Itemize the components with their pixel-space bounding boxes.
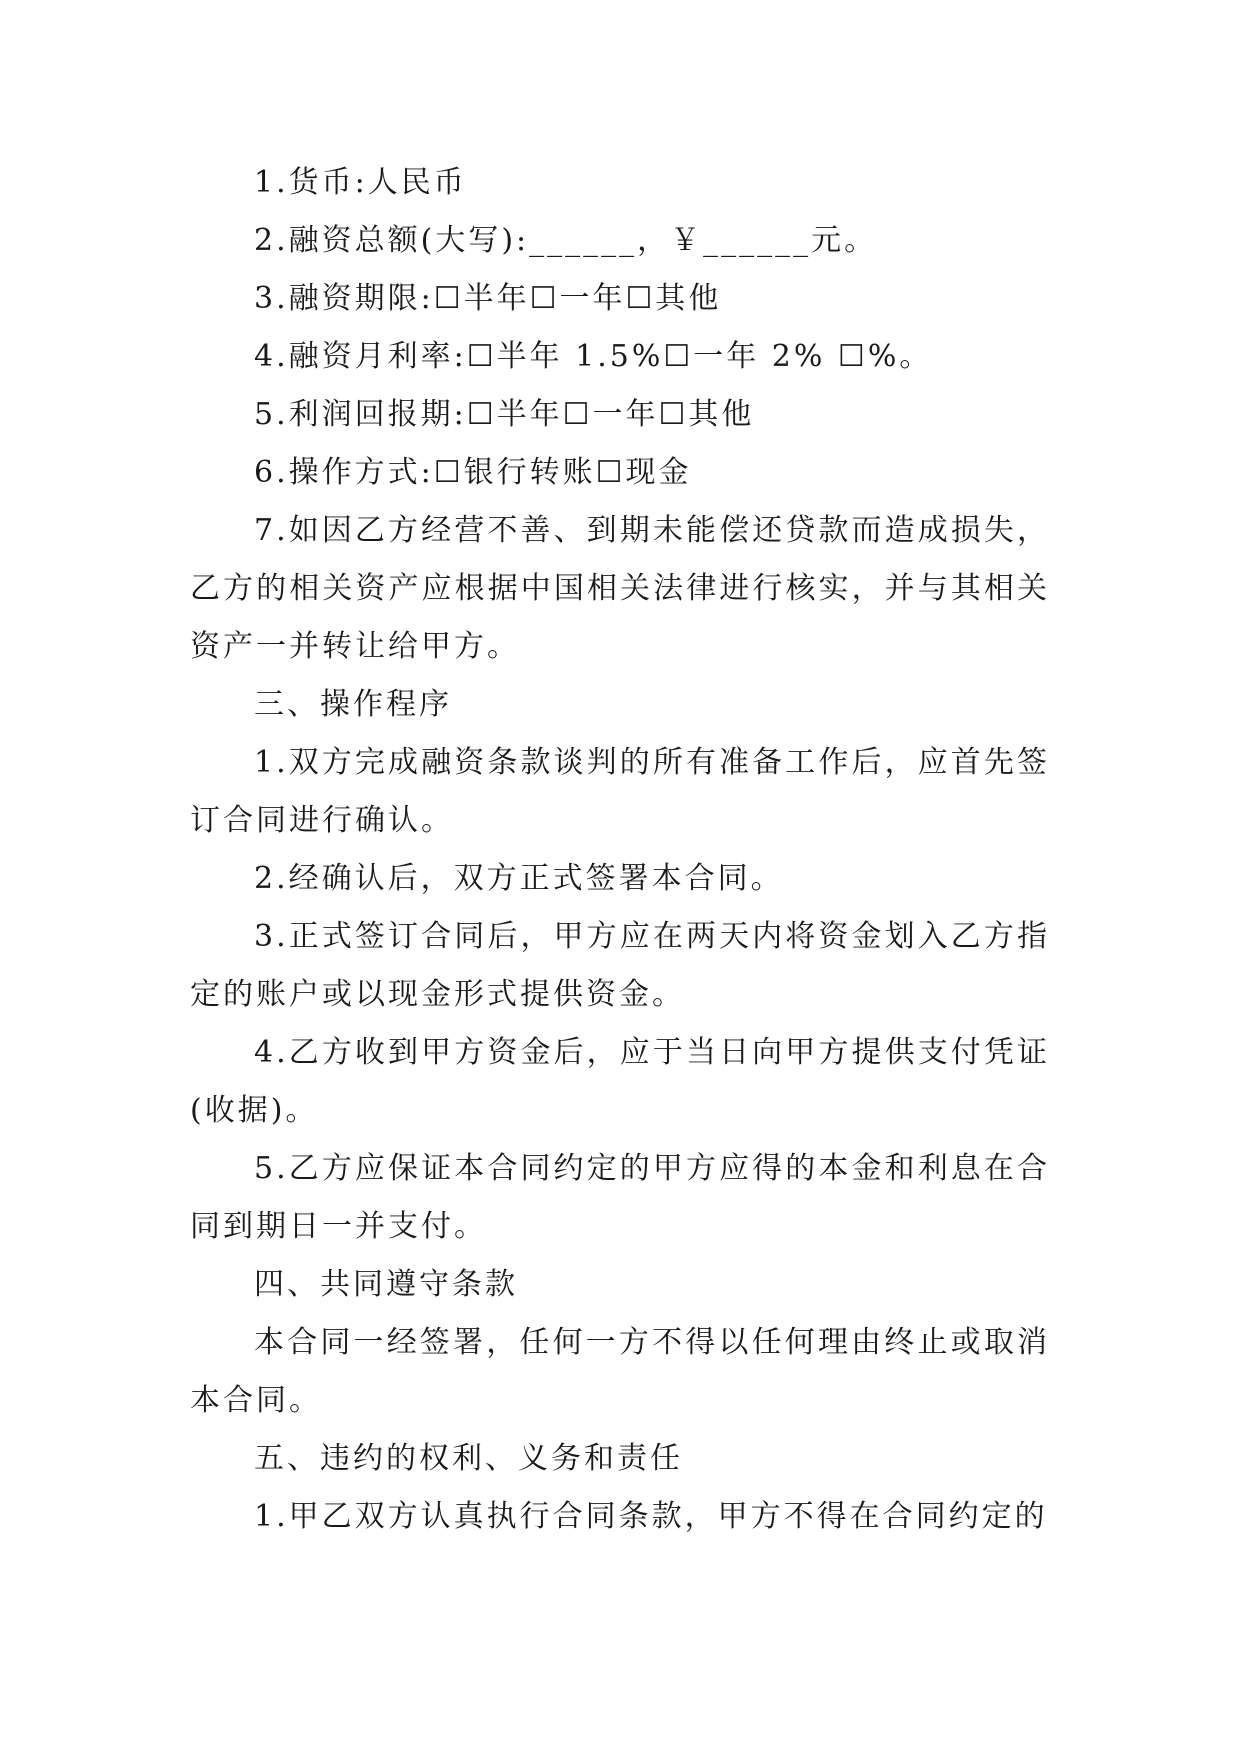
clause-term: 3.融资期限:☐半年☐一年☐其他 xyxy=(254,281,722,316)
clause-return-period: 5.利润回报期:☐半年☐一年☐其他 xyxy=(254,397,755,432)
breach-clause-1: 1.甲乙双方认真执行合同条款，甲方不得在合同约定的 xyxy=(254,1499,1048,1534)
document-body xyxy=(190,154,1050,1546)
procedure-step-2: 2.经确认后，双方正式签署本合同。 xyxy=(254,861,784,896)
procedure-step-3: 3.正式签订合同后，甲方应在两天内将资金划入乙方指定的账户或以现金形式提供资金。 xyxy=(190,919,1050,1012)
procedure-step-4: 4.乙方收到甲方资金后，应于当日向甲方提供支付凭证(收据)。 xyxy=(190,1035,1050,1128)
clause-total-amount: 2.融资总额(大写):______，￥______元。 xyxy=(254,223,878,258)
section-heading-breach: 五、违约的权利、义务和责任 xyxy=(254,1441,683,1476)
clause-default-loss: 7.如因乙方经营不善、到期未能偿还贷款而造成损失，乙方的相关资产应根据中国相关法律进行核实，并与其相关资产一并转让给甲方。 xyxy=(190,513,1050,664)
common-terms-text: 本合同一经签署，任何一方不得以任何理由终止或取消本合同。 xyxy=(190,1325,1050,1418)
procedure-step-1: 1.双方完成融资条款谈判的所有准备工作后，应首先签订合同进行确认。 xyxy=(190,745,1050,838)
clause-monthly-rate: 4.融资月利率:☐半年 1.5%☐一年 2% ☐%。 xyxy=(254,339,933,374)
section-heading-procedure: 三、操作程序 xyxy=(254,687,452,722)
clause-currency: 1.货币:人民币 xyxy=(254,165,467,200)
section-heading-common-terms: 四、共同遵守条款 xyxy=(254,1267,518,1302)
clause-payment-method: 6.操作方式:☐银行转账☐现金 xyxy=(254,455,692,490)
procedure-step-5: 5.乙方应保证本合同约定的甲方应得的本金和利息在合同到期日一并支付。 xyxy=(190,1151,1050,1244)
